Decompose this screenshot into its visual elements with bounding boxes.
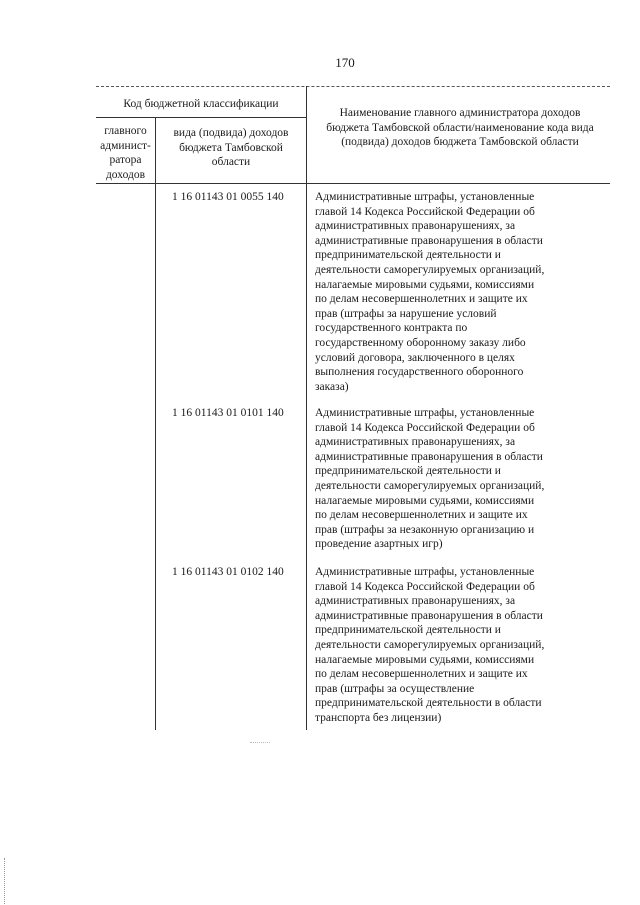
budget-code: 1 16 01143 01 0055 140 <box>172 191 284 203</box>
admin-column-header: главного админист-ратора доходов <box>100 125 151 181</box>
name-column-header: Наименование главного администратора доходов бюджета Тамбовской области/наименование кода вида (подвида) доходов бюджета Тамбовской области <box>326 107 594 149</box>
page-number: 170 <box>335 55 355 70</box>
income-description: Административные штрафы, установленные главой 14 Кодекса Российской Федерации об административных правонарушениях, за административные правонарушения в области предпринимательской деятельности и деятельности саморегулируемых организаций, налагаемые мировыми судьями, комиссиями по делам несовершеннолетних и защите их прав (штрафы за нарушение условий государственного контракта по государственному оборонному заказу либо условий договора, заключенного в целях выполнения государственного оборонного заказа) <box>315 191 545 393</box>
budget-code: 1 16 01143 01 0102 140 <box>172 566 284 578</box>
header-bottom-rule <box>96 183 610 184</box>
column-divider-1 <box>155 118 156 730</box>
income-description: Административные штрафы, установленные главой 14 Кодекса Российской Федерации об административных правонарушениях, за административные правонарушения в области предпринимательской деятельности и деятельности саморегулируемых организаций, налагаемые мировыми судьями, комиссиями по делам несовершеннолетних и защите их прав (штрафы за осуществление предпринимательской деятельности в области транспорта без лицензии) <box>315 566 545 724</box>
code-column-header: вида (подвида) доходов бюджета Тамбовской области <box>173 127 289 169</box>
column-divider-2 <box>306 86 307 730</box>
budget-code: 1 16 01143 01 0101 140 <box>172 407 284 419</box>
group-header-title: Код бюджетной классификации <box>123 98 279 110</box>
income-description: Административные штрафы, установленные главой 14 Кодекса Российской Федерации об административных правонарушениях, за административные правонарушения в области предпринимательской деятельности и деятельности саморегулируемых организаций, налагаемые мировыми судьями, комиссиями по делам несовершеннолетних и защите их прав (штрафы за незаконную организацию и проведение азартных игр) <box>315 407 545 551</box>
scan-margin-mark <box>4 858 9 904</box>
table-top-rule <box>96 86 610 87</box>
scan-dust-mark <box>250 742 270 746</box>
group-header-rule <box>96 117 306 118</box>
